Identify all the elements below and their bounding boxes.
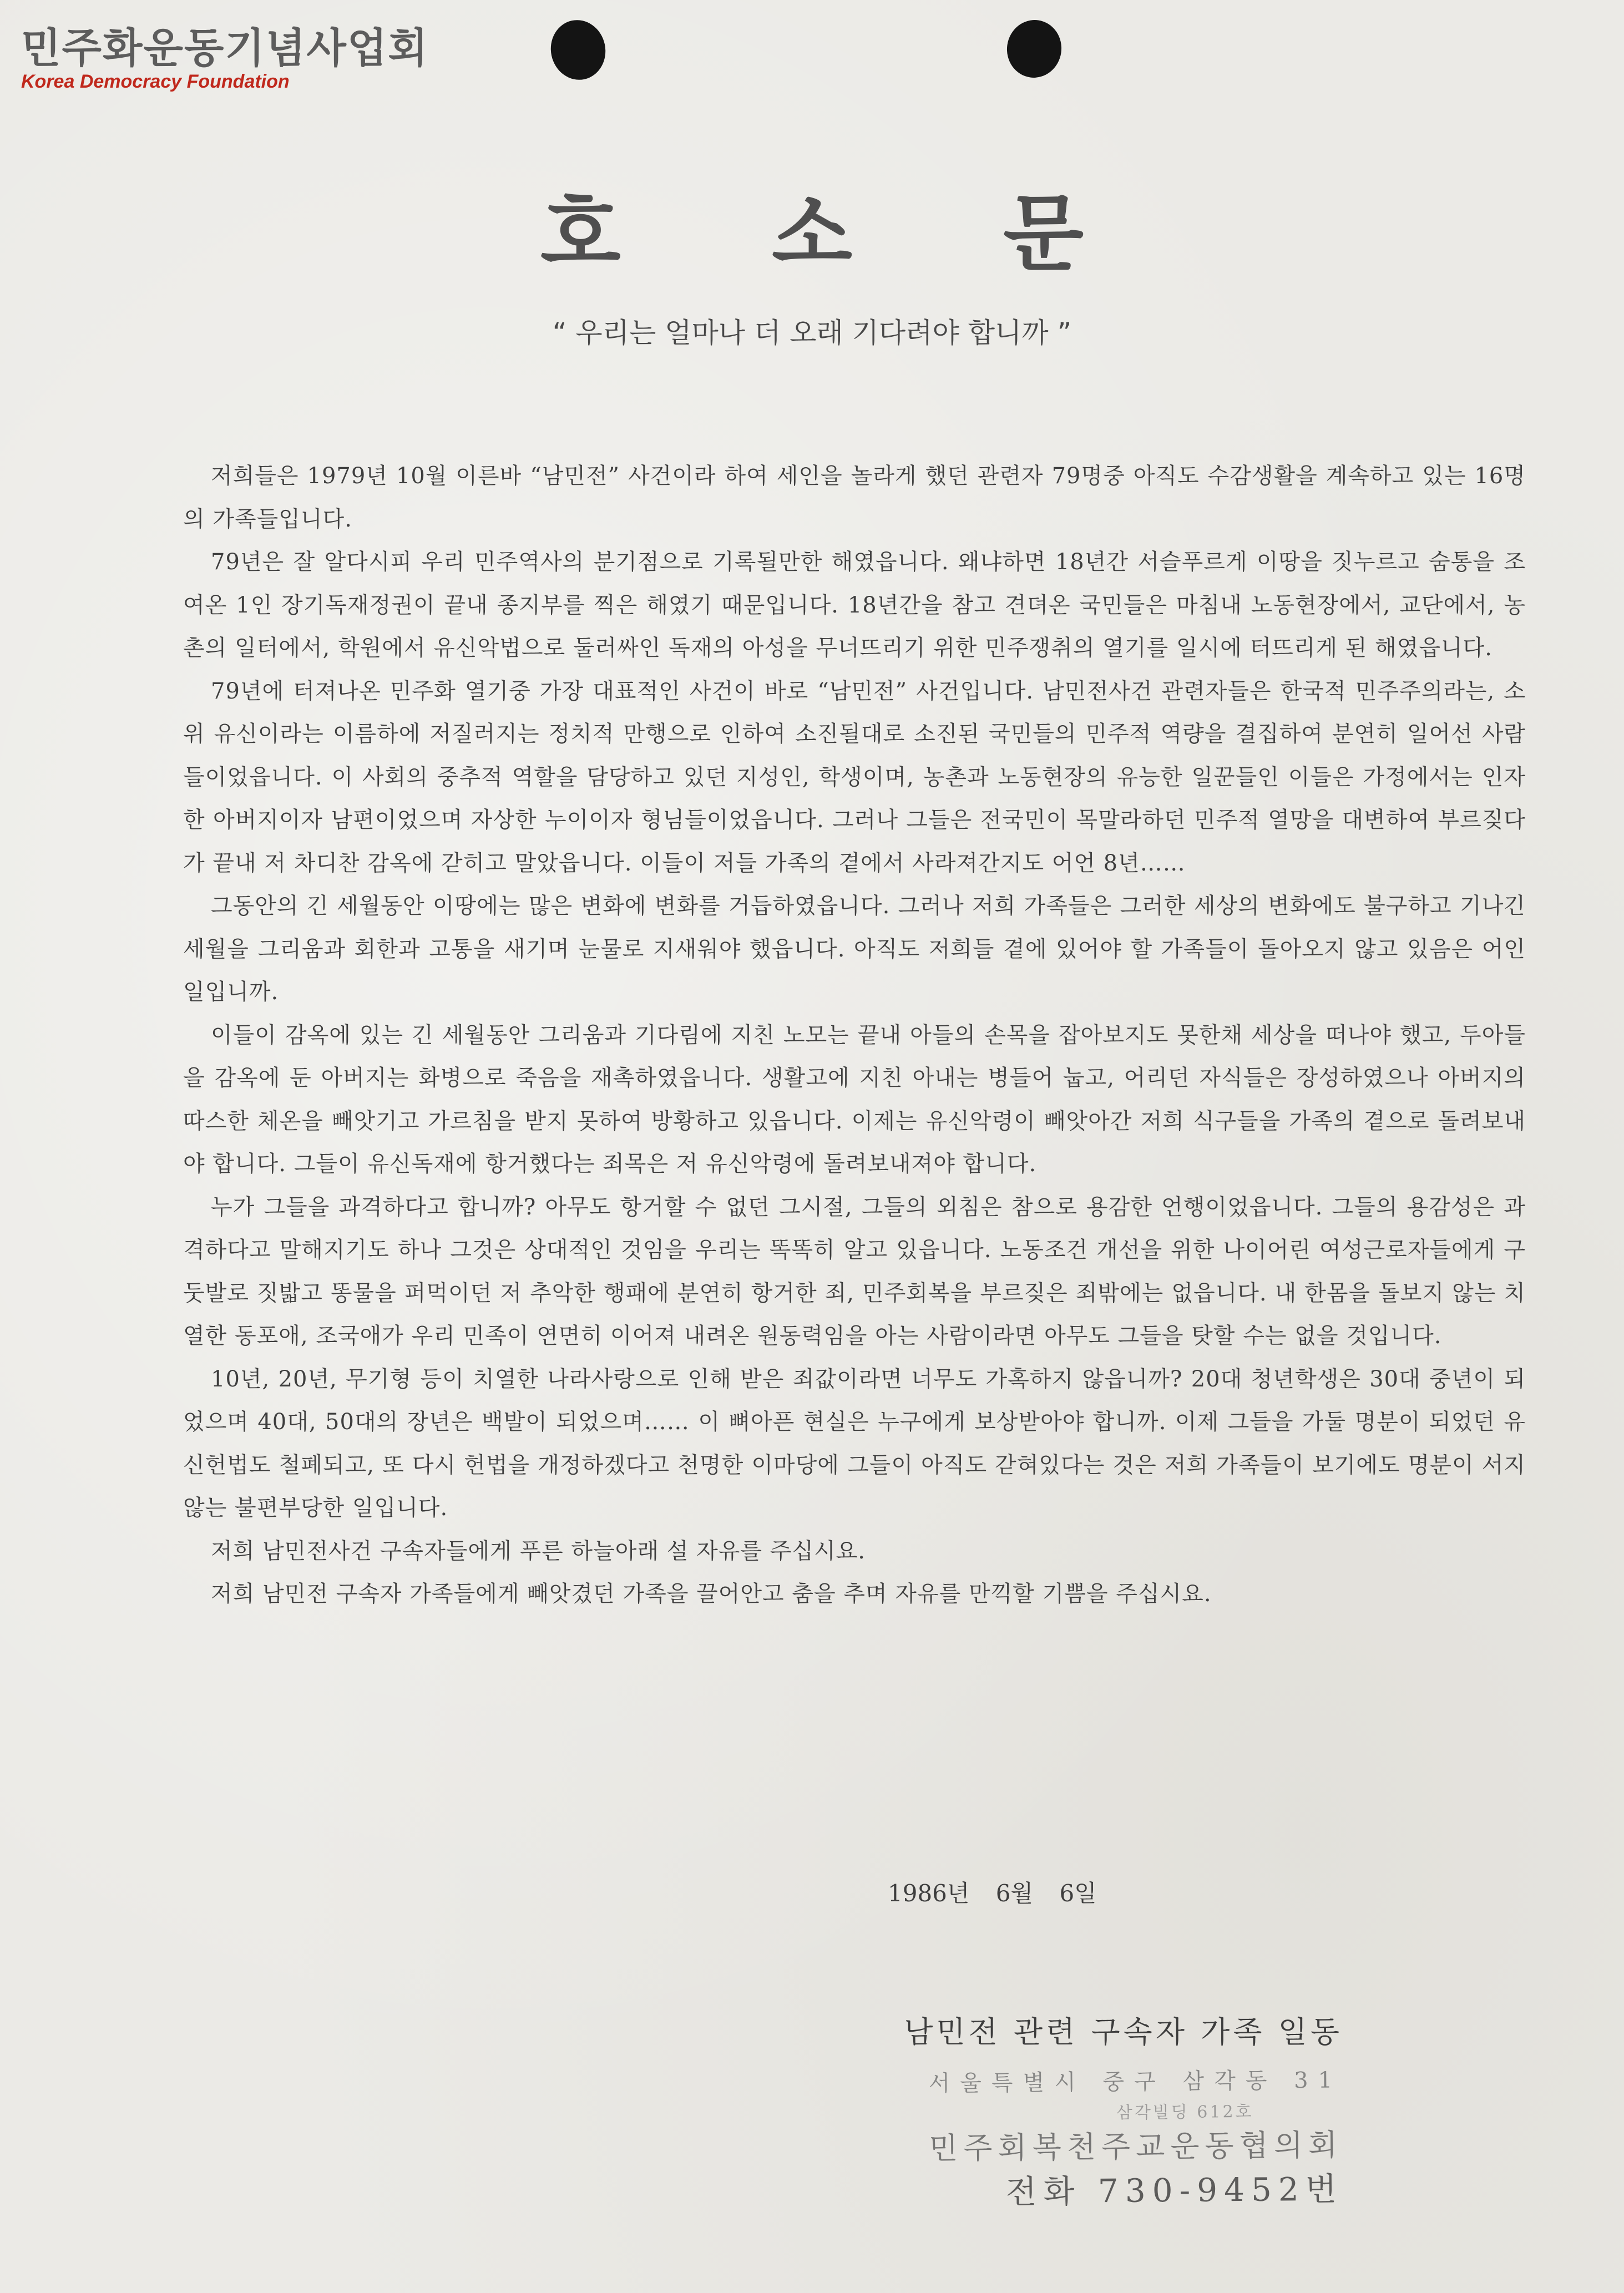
paragraph: 그동안의 긴 세월동안 이땅에는 많은 변화에 변화를 거듭하였읍니다. 그러나 저희 가족들은 그러한 세상의 변화에도 불구하고 기나긴 세월을 그리움과 회한과 고통을 새기며 눈물로 지새워야 했읍니다. 아직도 저희들 곁에 있어야 할 가족들이 돌아오지 않고 있음은 어인일입니까. — [183, 893, 1526, 1005]
organization-stamp — [887, 2062, 1343, 2215]
foundation-logo-korean: 민주화운동기념사업회 — [21, 24, 429, 72]
paragraph: 누가 그들을 과격하다고 합니까? 아무도 항거할 수 없던 그시절, 그들의 외침은 참으로 용감한 언행이었읍니다. 그들의 용감성은 과격하다고 말해지기도 하나 그것은 상대적인 것임을 우리는 똑똑히 알고 있읍니다. 노동조건 개선을 위한 나이어린 여성근로자들에게 구둣발로 짓밟고 똥물을 퍼먹이던 저 추악한 행패에 분연히 항거한 죄, 민주회복을 부르짖은 죄밖에는 없읍니다. 내 한몸을 돌보지 않는 치열한 동포애, 조국애가 우리 민족이 연면히 이어져 내려온 원동력임을 아는 사람이라면 아무도 그들을 탓할 수는 없을 것입니다. — [183, 1194, 1526, 1349]
paragraph: 저희 남민전 구속자 가족들에게 빼앗겼던 가족을 끌어안고 춤을 추며 자유를 만끽할 기쁨을 주십시요. — [211, 1581, 1212, 1607]
punch-hole-right — [1003, 17, 1065, 82]
paragraph: 10년, 20년, 무기형 등이 치열한 나라사랑으로 인해 받은 죄값이라면 너무도 가혹하지 않읍니까? 20대 청년학생은 30대 중년이 되었으며 40대, 50대의 장년은 백발이 되었으며…… 이 뼈아픈 현실은 누구에게 보상받아야 합니까. 이제 그들을 가둘 명분이 되었던 유신헌법도 철폐되고, 또 다시 헌법을 개정하겠다고 천명한 이마당에 그들이 아직도 갇혀있다는 것은 저희 가족들이 보기에도 명분이 서지않는 불편부당한 일입니다. — [183, 1366, 1526, 1521]
paragraph: 79년에 터져나온 민주화 열기중 가장 대표적인 사건이 바로 “남민전” 사건입니다. 남민전사건 관련자들은 한국적 민주주의라는, 소위 유신이라는 이름하에 저질러지는 정치적 만행으로 인하여 소진될대로 소진된 국민들의 민주적 역량을 결집하여 분연히 일어선 사람들이었읍니다. 이 사회의 중추적 역할을 담당하고 있던 지성인, 학생이며, 농촌과 노동현장의 유능한 일꾼들인 이들은 가정에서는 인자한 아버지이자 남편이었으며 자상한 누이이자 형님들이었읍니다. 그러나 그들은 전국민이 목말라하던 민주적 열망을 대변하여 부르짖다가 끝내 저 차디찬 감옥에 갇히고 말았읍니다. 이들이 저들 가족의 곁에서 사라져간지도 어언 8년…… — [183, 678, 1526, 876]
signature-line: 남민전 관련 구속자 가족 일동 — [904, 2014, 1343, 2049]
paragraph: 이들이 감옥에 있는 긴 세월동안 그리움과 기다림에 지친 노모는 끝내 아들의 손목을 잡아보지도 못한채 세상을 떠나야 했고, 두아들을 감옥에 둔 아버지는 화병으로 죽음을 재촉하였읍니다. 생활고에 지친 아내는 병들어 눕고, 어리던 자식들은 장성하였으나 아버지의 따스한 체온을 빼앗기고 가르침을 받지 못하여 방황하고 있읍니다. 이제는 유신악령이 빼앗아간 저희 식구들을 가족의 곁으로 돌려보내야 합니다. 그들이 유신독재에 항거했다는 죄목은 저 유신악령에 돌려보내져야 합니다. — [183, 1022, 1526, 1177]
paragraph: 저희들은 1979년 10월 이른바 “남민전” 사건이라 하여 세인을 놀라게 했던 관련자 79명중 아직도 수감생활을 계속하고 있는 16명의 가족들입니다. — [183, 463, 1526, 532]
stamp-organization: 민주회복천주교운동협의회 — [928, 2127, 1343, 2166]
stamp-phone: 전화 730-9452번 — [1005, 2170, 1344, 2211]
stamp-unit: 삼각빌딩 612호 — [1116, 2102, 1254, 2123]
paragraph: 저희 남민전사건 구속자들에게 푸른 하늘아래 설 자유를 주십시요. — [211, 1538, 866, 1564]
stamp-address: 서울특별시 중구 삼각동 31 — [928, 2067, 1343, 2097]
punch-hole-left — [545, 15, 611, 85]
document-date: 1986년 6월 6일 — [888, 1880, 1097, 1907]
foundation-logo-english: Korea Democracy Foundation — [21, 71, 290, 92]
document-title: 호 소 문 — [540, 185, 1145, 282]
document-subtitle: “ 우리는 얼마나 더 오래 기다려야 합니까 ” — [552, 317, 1072, 349]
document-body — [183, 455, 1526, 1616]
paragraph: 79년은 잘 알다시피 우리 민주역사의 분기점으로 기록될만한 해였읍니다. 왜냐하면 18년간 서슬푸르게 이땅을 짓누르고 숨통을 조여온 1인 장기독재정권이 끝내 종지부를 찍은 해였기 때문입니다. 18년간을 참고 견뎌온 국민들은 마침내 노동현장에서, 교단에서, 농촌의 일터에서, 학원에서 유신악법으로 둘러싸인 독재의 아성을 무너뜨리기 위한 민주쟁취의 열기를 일시에 터뜨리게 된 해였읍니다. — [183, 549, 1526, 661]
